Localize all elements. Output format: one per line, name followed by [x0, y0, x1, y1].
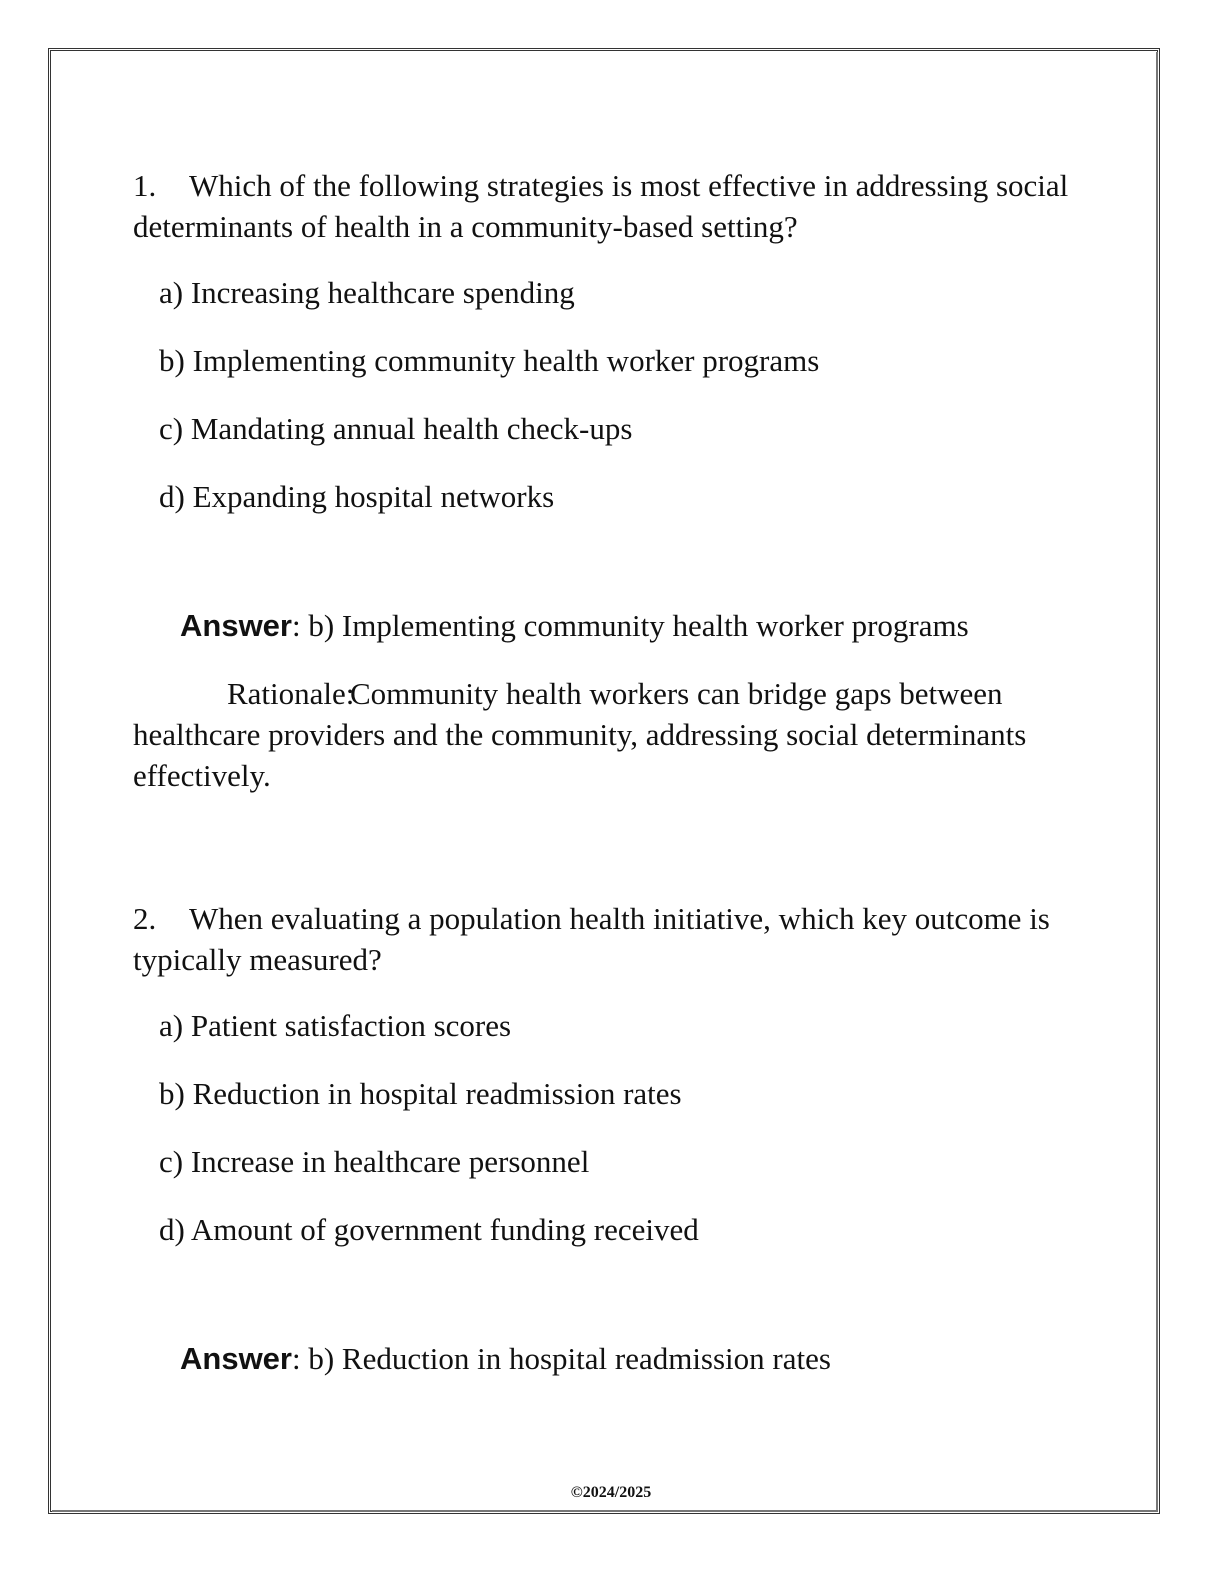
page-content: [133, 165, 1093, 1406]
option-c: c) Increase in healthcare personnel: [159, 1144, 590, 1179]
option-a: a) Increasing healthcare spending: [159, 275, 575, 310]
question-1-rationale: [133, 673, 1093, 796]
question-2-answer: [180, 1338, 1093, 1379]
answer-label: Answer: [180, 608, 292, 643]
question-2-stem: [133, 898, 1093, 980]
option-c: c) Mandating annual health check-ups: [159, 411, 633, 446]
answer-text: : b) Implementing community health worker programs: [291, 608, 969, 643]
option-d: d) Amount of government funding received: [159, 1212, 699, 1247]
rationale-label: Rationale:: [227, 676, 355, 711]
question-number: 1.: [133, 168, 157, 203]
rationale-text: Community health workers can bridge gaps between healthcare providers and the community, addressing social determinants effectively.: [133, 676, 1027, 793]
question-2: [133, 898, 1093, 1379]
question-text: Which of the following strategies is most effective in addressing social determinants of health in a community-based setting?: [133, 168, 1069, 244]
option-b: b) Reduction in hospital readmission rates: [159, 1076, 682, 1111]
option-d: d) Expanding hospital networks: [159, 479, 555, 514]
question-number: 2.: [133, 901, 157, 936]
answer-text: : b) Reduction in hospital readmission rates: [291, 1341, 831, 1376]
copyright-footer: ©2024/2025: [570, 1484, 652, 1501]
question-text: When evaluating a population health initiative, which key outcome is typically measured?: [133, 901, 1050, 977]
question-1-stem: [133, 165, 1093, 247]
question-2-options: [133, 1005, 1093, 1250]
option-b: b) Implementing community health worker programs: [159, 343, 820, 378]
question-1: [133, 165, 1093, 796]
option-a: a) Patient satisfaction scores: [159, 1008, 512, 1043]
question-1-options: [133, 272, 1093, 517]
answer-label: Answer: [180, 1341, 292, 1376]
question-1-answer: [180, 605, 1093, 646]
